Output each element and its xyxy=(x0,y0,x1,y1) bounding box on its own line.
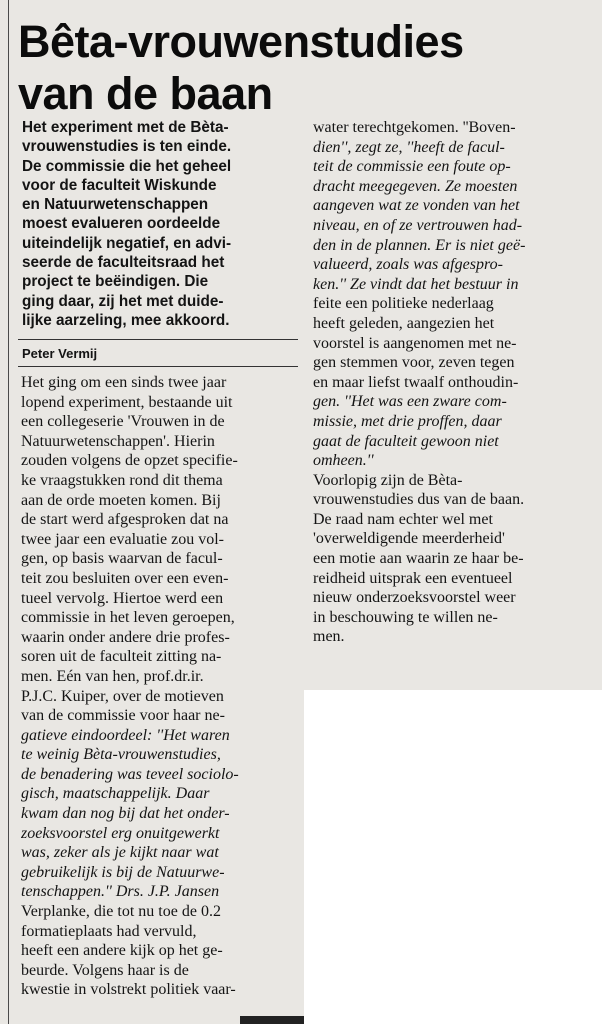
text-line: ken.'' Ze vindt dat het bestuur in xyxy=(313,275,519,293)
column-rule xyxy=(8,0,9,1024)
text-line: tueel vervolg. Hiertoe werd een xyxy=(21,589,224,607)
text-line: De raad nam echter wel met xyxy=(313,510,493,528)
text-line: Verplanke, die tot nu toe de 0.2 xyxy=(21,903,221,921)
text-line: project te beëindigen. Die xyxy=(22,273,209,291)
text-line: was, zeker als je kijkt naar wat xyxy=(21,844,219,862)
text-line: aangeven wat ze vonden van het xyxy=(313,197,520,215)
blank-page-area xyxy=(304,690,602,1024)
page-edge-mark xyxy=(240,1016,304,1024)
text-line: beurde. Volgens haar is de xyxy=(21,961,189,979)
text-line: soren uit de faculteit zitting na- xyxy=(21,648,222,666)
text-line: aan de orde moeten komen. Bij xyxy=(21,491,221,509)
headline xyxy=(18,16,464,120)
text-line: Voorlopig zijn de Bèta- xyxy=(313,471,463,489)
text-line: waarin onder andere drie profes- xyxy=(21,628,230,646)
text-line: gatieve eindoordeel: ''Het waren xyxy=(21,726,230,744)
text-line: Natuurwetenschappen'. Hierin xyxy=(21,432,215,450)
text-line: een motie aan waarin ze haar be- xyxy=(313,550,524,568)
text-line: lijke aarzeling, mee akkoord. xyxy=(22,311,230,329)
text-line: seerde de faculteitsraad het xyxy=(22,254,225,272)
text-line: gen, op basis waarvan de facul- xyxy=(21,550,223,568)
text-line: feite een politieke nederlaag xyxy=(313,295,494,313)
author-byline: Peter Vermij xyxy=(22,346,98,361)
text-line: gisch, maatschappelijk. Daar xyxy=(21,785,210,803)
text-line: 'overweldigende meerderheid' xyxy=(313,530,505,548)
text-line: gebruikelijk is bij de Natuurwe- xyxy=(21,863,225,881)
text-line: nieuw onderzoeksvoorstel weer xyxy=(313,589,516,607)
text-line: in beschouwing te willen ne- xyxy=(313,608,498,626)
byline-rule-top xyxy=(18,339,298,340)
text-line: vrouwenstudies is ten einde. xyxy=(22,138,232,156)
text-line: zouden volgens de opzet specifie- xyxy=(21,452,238,470)
text-line: twee jaar een evaluatie zou vol- xyxy=(21,530,224,548)
text-line: ging daar, zij het met duide- xyxy=(22,292,224,310)
text-line: te weinig Bèta-vrouwenstudies, xyxy=(21,746,221,764)
text-line: De commissie die het geheel xyxy=(22,157,232,175)
text-line: kwestie in volstrekt politiek vaar- xyxy=(21,981,236,999)
text-line: ke vraagstukken rond dit thema xyxy=(21,471,223,489)
text-line: kwam dan nog bij dat het onder- xyxy=(21,805,230,823)
text-line: missie, met drie proffen, daar xyxy=(313,412,502,430)
text-line: lopend experiment, bestaande uit xyxy=(21,393,233,411)
byline-rule-bottom xyxy=(18,366,298,367)
text-line: gen. ''Het was een zware com- xyxy=(313,393,507,411)
text-line: Het ging om een sinds twee jaar xyxy=(21,374,227,391)
text-line: men. Eén van hen, prof.dr.ir. xyxy=(21,667,204,685)
text-line: teit de commissie een foute op- xyxy=(313,158,511,176)
text-line: heeft een andere kijk op het ge- xyxy=(21,942,223,960)
text-line: teit zou besluiten over een even- xyxy=(21,569,229,587)
text-line: heeft geleden, aangezien het xyxy=(313,314,495,332)
headline-line-2: van de baan xyxy=(18,68,273,119)
text-line: formatieplaats had vervuld, xyxy=(21,922,197,940)
text-line: uiteindelijk negatief, en advi- xyxy=(22,234,232,252)
text-line: voorstel is aangenomen met ne- xyxy=(313,334,517,352)
text-line: voor de faculteit Wiskunde xyxy=(22,176,217,194)
text-line: van de commissie voor haar ne- xyxy=(21,707,225,725)
text-line: en Natuurwetenschappen xyxy=(22,196,209,214)
text-line: reidheid uitsprak een eventueel xyxy=(313,569,513,587)
text-line: dracht meegegeven. Ze moesten xyxy=(313,177,518,195)
text-line: omheen.'' xyxy=(313,452,374,470)
text-line: vrouwenstudies dus van de baan. xyxy=(313,491,525,509)
article-column-1 xyxy=(21,373,299,1000)
text-line: de benadering was teveel sociolo- xyxy=(21,765,239,783)
headline-line-1: Bêta-vrouwenstudies xyxy=(18,16,464,67)
text-line: gaat de faculteit gewoon niet xyxy=(313,432,499,450)
text-line: commissie in het leven geroepen, xyxy=(21,609,235,627)
text-line: tenschappen.'' Drs. J.P. Jansen xyxy=(21,883,220,901)
text-line: men. xyxy=(313,628,345,646)
text-line: zoeksvoorstel erg onuitgewerkt xyxy=(21,824,220,842)
text-line: de start werd afgesproken dat na xyxy=(21,511,229,529)
text-line: valueerd, zoals was afgespro- xyxy=(313,256,503,274)
text-line: water terechtgekomen. ''Boven- xyxy=(313,119,516,136)
text-line: Het experiment met de Bèta- xyxy=(22,119,229,136)
text-line: een collegeserie 'Vrouwen in de xyxy=(21,413,225,431)
text-line: niveau, en of ze vertrouwen had- xyxy=(313,216,523,234)
text-line: den in de plannen. Er is niet geë- xyxy=(313,236,526,254)
text-line: en maar liefst twaalf onthoudin- xyxy=(313,373,519,391)
text-line: gen stemmen voor, zeven tegen xyxy=(313,354,515,372)
text-line: P.J.C. Kuiper, over de motieven xyxy=(21,687,224,705)
text-line: moest evalueren oordeelde xyxy=(22,215,221,233)
intro-paragraph xyxy=(22,118,297,330)
article-column-2 xyxy=(313,118,590,647)
text-line: dien'', zegt ze, ''heeft de facul- xyxy=(313,138,505,156)
